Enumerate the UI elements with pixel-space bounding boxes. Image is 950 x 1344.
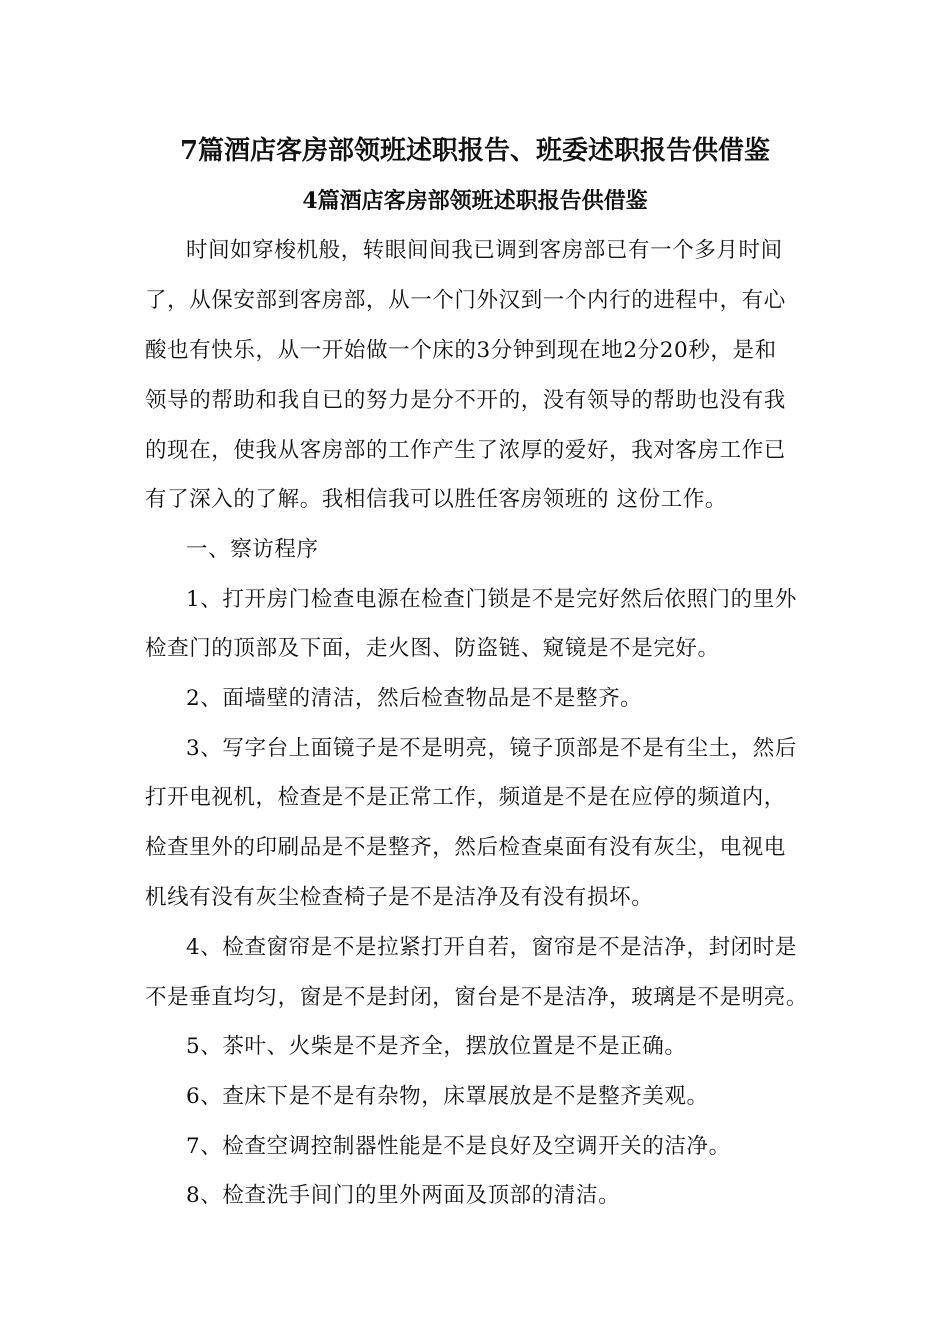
paragraph-line: 检查门的顶部及下面，走火图、防盗链、窥镜是不是完好。 — [145, 636, 720, 661]
paragraph-line: 3、写字台上面镜子是不是明亮，镜子顶部是不是有尘土，然后 — [186, 736, 797, 761]
paragraph-line: 机线有没有灰尘检查椅子是不是洁净及有没有损坏。 — [145, 885, 654, 910]
paragraph-line: 1、打开房门检查电源在检查门锁是不是完好然后依照门的里外 — [186, 587, 797, 612]
paragraph-line: 2、面墙壁的清洁，然后检查物品是不是整齐。 — [186, 686, 643, 711]
paragraph-line: 6、查床下是不是有杂物，床罩展放是不是整齐美观。 — [186, 1084, 709, 1109]
paragraph-line: 4、检查窗帘是不是拉紧打开自若，窗帘是不是洁净，封闭时是 — [186, 935, 797, 960]
paragraph-line: 5、茶叶、火柴是不是齐全，摆放位置是不是正确。 — [186, 1034, 687, 1059]
paragraph-line: 酸也有快乐，从一开始做一个床的3分钟到现在地2分20秒，是和 — [145, 338, 777, 363]
paragraph-line: 领导的帮助和我自已的努力是分不开的，没有领导的帮助也没有我 — [145, 388, 786, 413]
paragraph-line: 了，从保安部到客房部，从一个门外汉到一个内行的进程中，有心 — [145, 288, 786, 313]
paragraph-line: 8、检查洗手间门的里外两面及顶部的清洁。 — [186, 1183, 621, 1208]
paragraph-line: 时间如穿梭机般，转眼间间我已调到客房部已有一个多月时间 — [186, 238, 783, 263]
paragraph-line: 的现在，使我从客房部的工作产生了浓厚的爱好，我对客房工作已 — [145, 438, 786, 463]
paragraph-line: 不是垂直均匀，窗是不是封闭，窗台是不是洁净，玻璃是不是明亮。 — [145, 985, 809, 1010]
paragraph-line: 有了深入的了解。我相信我可以胜任客房领班的 这份工作。 — [145, 487, 728, 512]
document-subtitle: 4篇酒店客房部领班述职报告供借鉴 — [302, 188, 648, 214]
paragraph-line: 检查里外的印刷品是不是整齐，然后检查桌面有没有灰尘，电视电 — [145, 835, 786, 860]
document-title: 7篇酒店客房部领班述职报告、班委述职报告供借鉴 — [179, 136, 771, 166]
paragraph-line: 打开电视机，检查是不是正常工作，频道是不是在应停的频道内， — [145, 785, 786, 810]
section-heading: 一、察访程序 — [186, 537, 319, 562]
paragraph-line: 7、检查空调控制器性能是不是良好及空调开关的洁净。 — [186, 1134, 731, 1159]
